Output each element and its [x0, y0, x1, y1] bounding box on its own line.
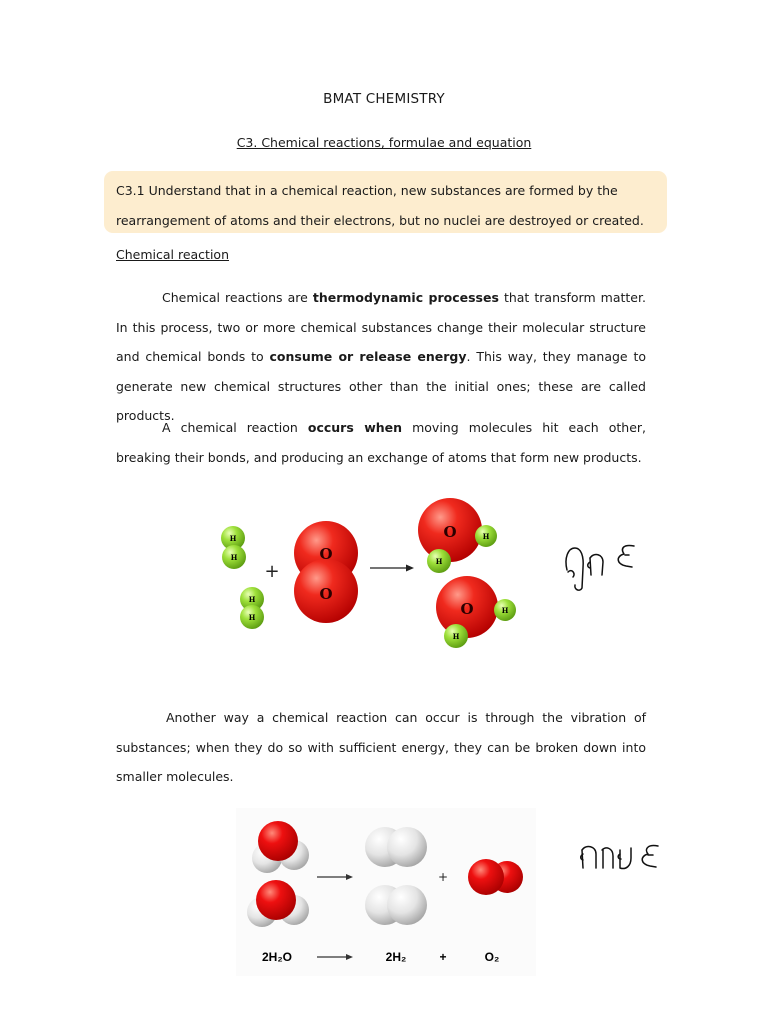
h2o-molecule-top: [418, 498, 497, 573]
hydrogen-atom: [387, 827, 427, 867]
paragraph-collision: [116, 413, 646, 472]
h2-molecule-bottom: [240, 587, 264, 629]
hydrogen-label: H: [229, 534, 237, 543]
p1-text-2: that transform matter. In this process, two or more chemical substances change their molecular structure and chemical bonds to: [116, 290, 646, 364]
plus-sign: +: [437, 870, 449, 884]
learning-objective-box: C3.1 Understand that in a chemical reaction, new substances are formed by the rearrangement of atoms and their electrons, but no nuclei are destroyed or created.: [104, 171, 667, 233]
oxygen-label: O: [460, 600, 474, 618]
handwritten-note-release-energy: [578, 838, 668, 878]
h2-molecule-top: [221, 526, 246, 569]
p3-text: Another way a chemical reaction can occur is through the vibration of substances; when they do so with sufficient energy, they can be broken down into smaller molecules.: [116, 710, 646, 784]
oxygen-atom: [468, 859, 504, 895]
reaction-diagram-h2-o2: [210, 495, 530, 655]
h2o-molecule-bottom: [436, 576, 516, 648]
hydrogen-label: H: [435, 557, 443, 566]
hydrogen-label: H: [452, 632, 460, 641]
equation-product-h2: 2H₂: [385, 950, 407, 964]
p1-text-3: . This way, they manage to generate new chemical structures other than the initial ones; these are called products.: [116, 349, 646, 423]
oxygen-atom: [256, 880, 296, 920]
p2-bold-1: occurs when: [307, 420, 403, 435]
decomposition-diagram-h2o: [236, 808, 536, 976]
h2-molecule-bottom: [365, 885, 427, 925]
h2-molecule-top: [365, 827, 427, 867]
section-heading: C3. Chemical reactions, formulae and equation: [236, 135, 532, 150]
reaction-arrow: [370, 565, 414, 572]
plus-sign: +: [264, 561, 280, 582]
hydrogen-label: H: [482, 532, 490, 541]
page-title: BMAT CHEMISTRY: [323, 91, 445, 107]
hydrogen-atom: [387, 885, 427, 925]
p1-bold-2: consume or release energy: [269, 349, 467, 364]
paragraph-vibration: [116, 703, 646, 792]
chemical-reaction-heading: Chemical reaction: [116, 247, 230, 262]
handwritten-note-absorb-energy: [560, 530, 640, 600]
equation-product-o2: O₂: [484, 950, 500, 964]
o2-molecule: [294, 521, 358, 623]
equation-plus: +: [439, 950, 447, 964]
oxygen-label: O: [319, 545, 333, 563]
hydrogen-label: H: [230, 553, 238, 562]
oxygen-label: O: [443, 523, 457, 541]
hydrogen-label: H: [248, 613, 256, 622]
p1-text-1: Chemical reactions are: [162, 290, 313, 305]
p1-bold-1: thermodynamic processes: [312, 290, 499, 305]
hydrogen-label: H: [501, 606, 509, 615]
oxygen-atom: [258, 821, 298, 861]
paragraph-thermodynamic: [116, 283, 646, 431]
equation-reactant: 2H₂O: [261, 950, 293, 964]
p2-text-1: A chemical reaction: [162, 420, 308, 435]
oxygen-label: O: [319, 585, 333, 603]
o2-molecule: [468, 859, 523, 895]
p2-text-2: moving molecules hit each other, breaking their bonds, and producing an exchange of atoms that form new products.: [116, 420, 647, 465]
hydrogen-label: H: [248, 595, 256, 604]
